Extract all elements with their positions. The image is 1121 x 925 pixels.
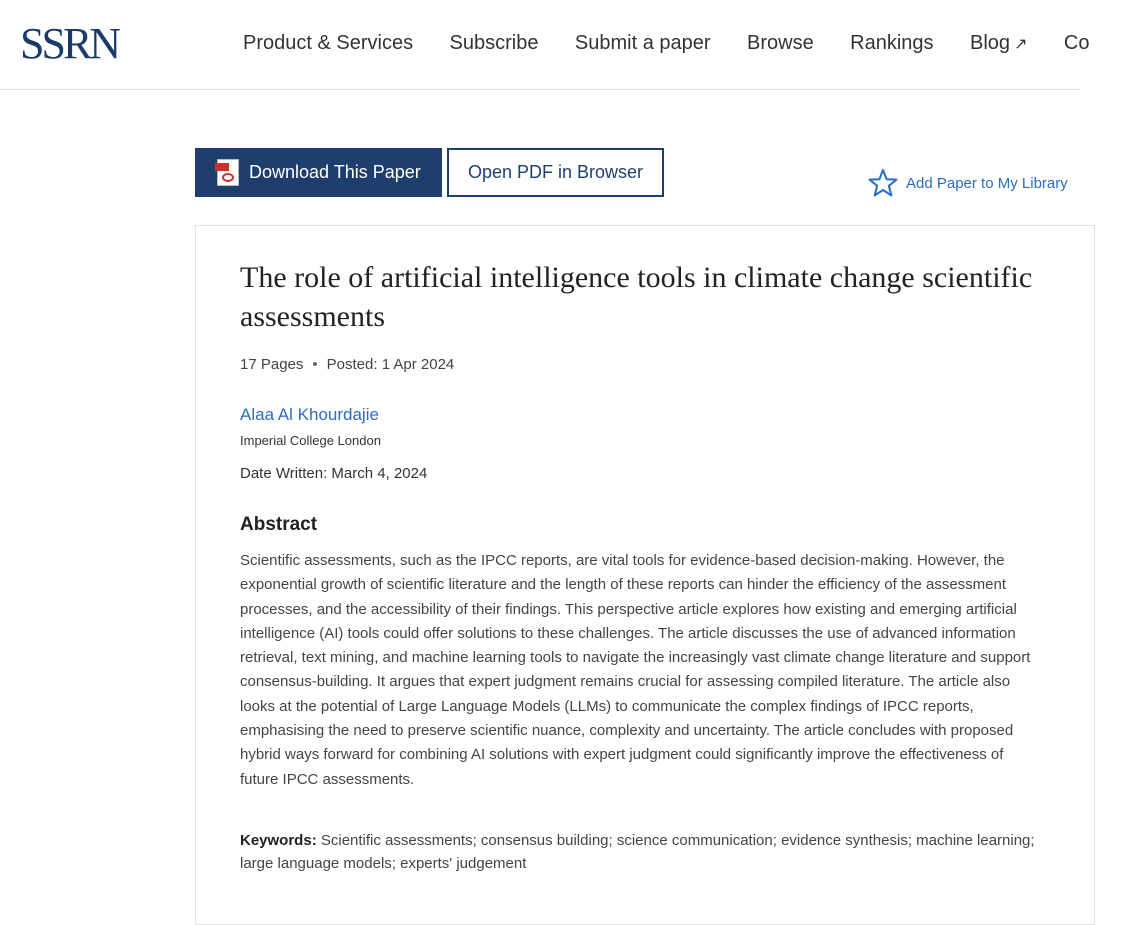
keywords-list: Scientific assessments; consensus building; science communication; evidence synthesis; machine learning; large language models; experts' judgement <box>240 832 1035 872</box>
nav-submit-paper[interactable]: Submit a paper <box>574 32 711 54</box>
paper-meta <box>240 356 454 373</box>
nav-browse[interactable]: Browse <box>747 32 814 54</box>
nav-product-services[interactable]: Product & Services <box>243 32 414 54</box>
author-affiliation: Imperial College London <box>240 433 381 448</box>
author-link[interactable]: Alaa Al Khourdajie <box>240 405 379 424</box>
nav-blog-label: Blog <box>970 32 1011 54</box>
star-outline-icon <box>868 168 898 198</box>
download-paper-label: Download This Paper <box>249 162 421 182</box>
meta-separator: • <box>312 356 318 373</box>
date-written: Date Written: March 4, 2024 <box>240 465 428 482</box>
nav-blog[interactable] <box>970 31 1027 57</box>
add-to-library-link[interactable] <box>868 168 1068 198</box>
pdf-tag-mark <box>215 163 229 171</box>
keywords-label: Keywords: <box>240 832 317 849</box>
nav-rankings[interactable]: Rankings <box>850 32 934 54</box>
abstract-heading: Abstract <box>240 514 318 535</box>
pdf-acrobat-mark <box>222 173 234 182</box>
paper-title: The role of artificial intelligence tools in climate change scientific assessments <box>240 261 1033 333</box>
nav-subscribe[interactable]: Subscribe <box>449 32 539 54</box>
page-count: 17 Pages <box>240 356 304 373</box>
ssrn-logo[interactable]: SSRN <box>20 19 119 68</box>
abstract-text: Scientific assessments, such as the IPCC reports, are vital tools for evidence-based decision-making. However, the exponential growth of scientific literature and the length of these reports can hinder the efficiency of the assessment processes, and the accessibility of their findings. This perspective article explores how existing and emerging artificial intelligence (AI) tools could offer solutions to these challenges. The article discusses the use of advanced information retrieval, text mining, and machine learning tools to navigate the increasingly vast climate change literature and support consensus-building. It argues that expert judgment remains crucial for assessing compiled literature. The article also looks at the potential of Large Language Models (LLMs) to communicate the complex findings of IPCC reports, emphasising the need to preserve scientific nuance, complexity and uncertainty. The article concludes with proposed hybrid ways forward for combining AI solutions with expert judgment could significantly improve the effectiveness of future IPCC assessments. <box>240 552 1031 788</box>
pdf-file-icon <box>217 159 239 186</box>
site-header <box>0 0 1090 90</box>
add-to-library-label: Add Paper to My Library <box>906 174 1068 192</box>
posted-date: Posted: 1 Apr 2024 <box>326 356 455 373</box>
download-paper-button[interactable] <box>195 148 442 197</box>
nav-contact[interactable]: Co <box>1063 32 1090 54</box>
open-pdf-button[interactable]: Open PDF in Browser <box>447 148 664 197</box>
external-link-icon: ↗ <box>1014 36 1028 53</box>
main-nav <box>243 31 1121 57</box>
keywords <box>240 829 1040 875</box>
